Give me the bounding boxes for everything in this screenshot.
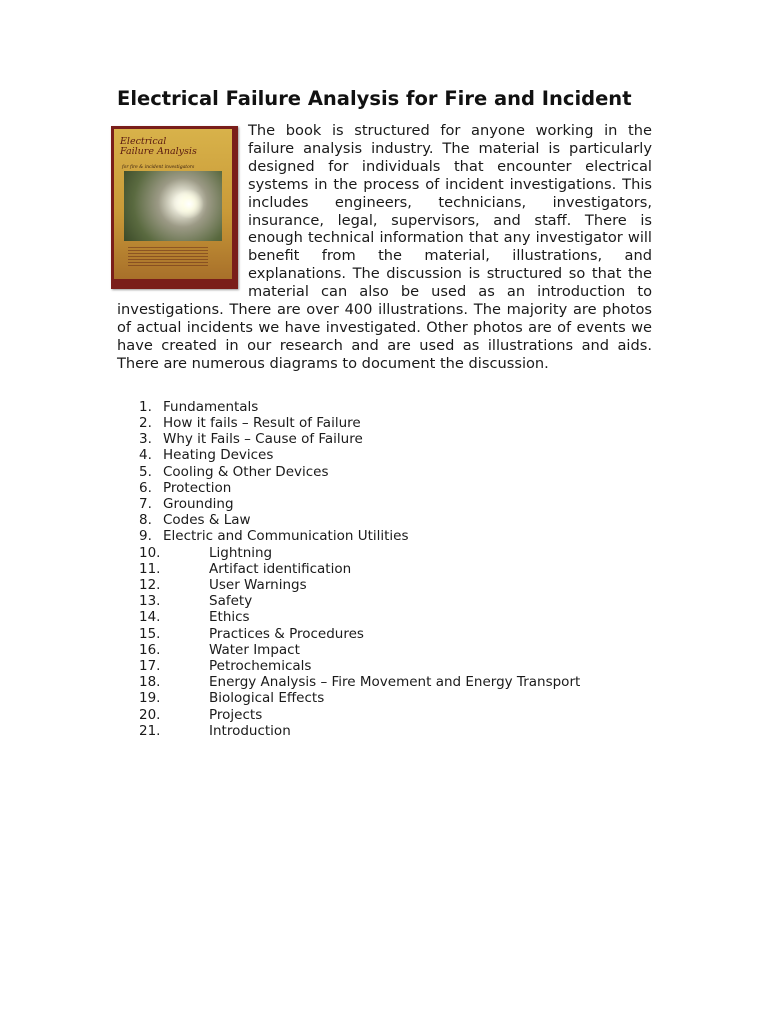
book-cover-title-line2: Failure Analysis [120,146,197,157]
chapter-label: Energy Analysis – Fire Movement and Energy Transport [209,674,581,691]
chapter-number: 12. [139,576,161,593]
chapter-label: Artifact identification [209,560,352,577]
chapter-list-item [117,674,652,690]
chapter-label: Electric and Communication Utilities [163,528,409,545]
chapter-number: 5. [139,463,152,480]
chapter-list-item [117,512,652,528]
chapter-number: 6. [139,479,152,496]
page-title: Electrical Failure Analysis for Fire and Incident [117,87,632,110]
book-cover-subtitle: for fire & incident investigators [122,165,195,170]
chapter-number: 10. [139,544,161,561]
chapter-list-item [117,496,652,512]
chapter-number: 13. [139,593,161,610]
chapter-list-item [117,399,652,415]
chapter-list-item [117,447,652,463]
chapter-list-item [117,626,652,642]
chapter-list-item [117,464,652,480]
chapter-number: 4. [139,447,152,464]
chapter-label: Introduction [209,722,291,739]
chapter-list-item [117,723,652,739]
chapter-number: 2. [139,414,152,431]
chapter-label: Safety [209,593,253,610]
chapter-list-item [117,642,652,658]
chapter-label: Biological Effects [209,690,325,707]
document-page [117,84,652,739]
chapter-label: Grounding [163,495,234,512]
chapter-label: Practices & Procedures [209,625,364,642]
chapter-number: 1. [139,398,152,415]
chapter-number: 8. [139,512,152,529]
chapter-label: Why it Fails – Cause of Failure [163,431,363,448]
chapter-label: Cooling & Other Devices [163,463,329,480]
chapter-label: How it fails – Result of Failure [163,414,361,431]
chapter-number: 11. [139,560,161,577]
chapter-list-item [117,609,652,625]
chapter-list-item [117,415,652,431]
chapter-number: 20. [139,706,161,723]
chapter-number: 19. [139,690,161,707]
chapter-list-item [117,528,652,544]
chapter-number: 9. [139,528,152,545]
chapter-number: 7. [139,495,152,512]
chapter-label: Fundamentals [163,398,259,415]
spark-flash-graphic [174,189,204,219]
chapter-label: User Warnings [209,576,307,593]
book-cover-image [111,126,238,289]
book-cover-authors [128,247,208,267]
chapter-list-item [117,577,652,593]
book-cover-title-line1: Electrical [120,136,167,147]
chapter-label: Projects [209,706,263,723]
chapter-list-item [117,690,652,706]
chapter-number: 18. [139,674,161,691]
chapter-list-item [117,593,652,609]
chapter-label: Lightning [209,544,273,561]
chapter-number: 14. [139,609,161,626]
chapter-number: 16. [139,641,161,658]
intro-paragraph [117,122,652,373]
chapter-number: 15. [139,625,161,642]
book-cover-photo [124,171,222,241]
chapter-list-item [117,707,652,723]
chapter-label: Water Impact [209,641,300,658]
chapter-number: 21. [139,722,161,739]
chapter-label: Protection [163,479,232,496]
intro-text: The book is structured for anyone working in the failure analysis industry. The material is particularly designed for individuals that encounter electrical systems in the process of incident investigations. This includes engineers, technicians, investigators, insurance, legal, supervisors, and staff. There is enough technical information that any investigator will benefit from the material, illustrations, and explanations. The discussion is structured so that the material can also be used as an introduction to investigations. There are over 400 illustrations. The majority are photos of actual incidents we have investigated. Other photos are of events we have created in our research and are used as illustrations and aids. There are numerous diagrams to document the discussion. [117,122,652,372]
book-cover-face [114,129,232,279]
chapter-list-item [117,658,652,674]
chapter-number: 3. [139,431,152,448]
chapter-list-item [117,480,652,496]
book-cover-title [120,137,197,157]
chapter-label: Heating Devices [163,447,274,464]
chapter-number: 17. [139,657,161,674]
chapter-list-item [117,431,652,447]
chapter-list-item [117,545,652,561]
chapter-label: Ethics [209,609,250,626]
chapter-label: Codes & Law [163,512,251,529]
chapter-label: Petrochemicals [209,657,312,674]
chapter-list-item [117,561,652,577]
chapter-list [117,399,652,739]
